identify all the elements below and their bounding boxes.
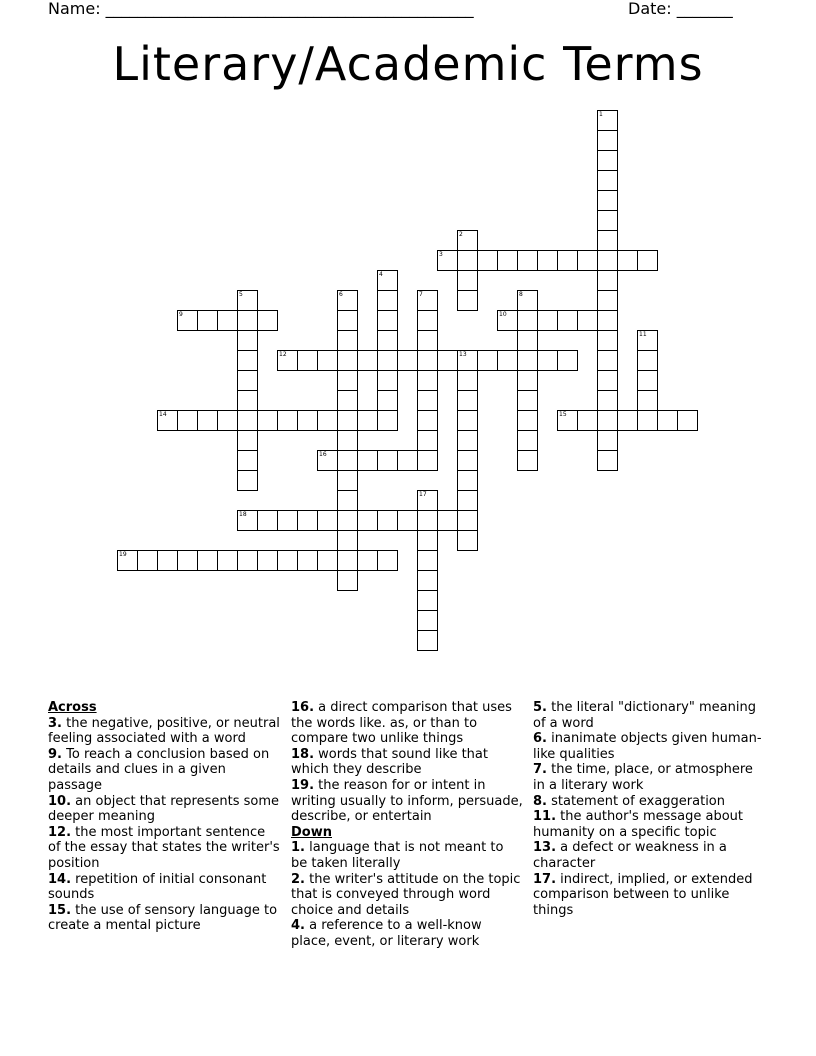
grid-cell[interactable] bbox=[597, 230, 618, 251]
grid-cell[interactable] bbox=[457, 230, 478, 251]
grid-cell[interactable] bbox=[417, 390, 438, 411]
clue-across-16: 16. a direct comparison that uses the words like. as, or than to compare two unlike things bbox=[291, 700, 512, 747]
grid-cell[interactable] bbox=[417, 310, 438, 331]
grid-cell[interactable] bbox=[197, 310, 218, 331]
cell-number: 14 bbox=[159, 411, 167, 418]
across-heading: Across bbox=[48, 700, 97, 715]
grid-cell[interactable] bbox=[557, 250, 578, 271]
grid-cell[interactable] bbox=[277, 410, 298, 431]
grid-cell[interactable] bbox=[117, 550, 138, 571]
grid-cell[interactable] bbox=[457, 530, 478, 551]
clue-down-5: 5. the literal "dictionary" meaning of a word bbox=[533, 700, 756, 731]
grid-cell[interactable] bbox=[377, 410, 398, 431]
grid-cell[interactable] bbox=[297, 510, 318, 531]
grid-cell[interactable] bbox=[397, 510, 418, 531]
grid-cell[interactable] bbox=[517, 310, 538, 331]
grid-cell[interactable] bbox=[637, 410, 658, 431]
cell-number: 8 bbox=[519, 291, 523, 298]
cell-number: 2 bbox=[459, 231, 463, 238]
grid-cell[interactable] bbox=[217, 550, 238, 571]
grid-cell[interactable] bbox=[317, 550, 338, 571]
grid-cell[interactable] bbox=[377, 450, 398, 471]
clue-down-13: 13. a defect or weakness in a character bbox=[533, 840, 727, 871]
grid-cell[interactable] bbox=[357, 410, 378, 431]
grid-cell[interactable] bbox=[597, 410, 618, 431]
grid-cell[interactable] bbox=[377, 290, 398, 311]
grid-cell[interactable] bbox=[357, 550, 378, 571]
grid-cell[interactable] bbox=[177, 410, 198, 431]
grid-cell[interactable] bbox=[517, 350, 538, 371]
cell-number: 16 bbox=[319, 451, 327, 458]
grid-cell[interactable] bbox=[257, 410, 278, 431]
clue-down-11: 11. the author's message about humanity on a specific topic bbox=[533, 809, 744, 840]
grid-cell[interactable] bbox=[237, 410, 258, 431]
grid-cell[interactable] bbox=[237, 450, 258, 471]
grid-cell[interactable] bbox=[217, 410, 238, 431]
grid-cell[interactable] bbox=[377, 350, 398, 371]
grid-cell[interactable] bbox=[417, 570, 438, 591]
grid-cell[interactable] bbox=[197, 410, 218, 431]
grid-cell[interactable] bbox=[417, 410, 438, 431]
grid-cell[interactable] bbox=[297, 550, 318, 571]
grid-cell[interactable] bbox=[457, 430, 478, 451]
cell-number: 5 bbox=[239, 291, 243, 298]
clue-across-15: 15. the use of sensory language to create a mental picture bbox=[48, 902, 278, 934]
grid-cell[interactable] bbox=[457, 510, 478, 531]
grid-cell[interactable] bbox=[657, 410, 678, 431]
grid-cell[interactable] bbox=[617, 410, 638, 431]
grid-cell[interactable] bbox=[337, 290, 358, 311]
grid-cell[interactable] bbox=[537, 350, 558, 371]
grid-cell[interactable] bbox=[257, 510, 278, 531]
grid-cell[interactable] bbox=[537, 250, 558, 271]
grid-cell[interactable] bbox=[497, 310, 518, 331]
grid-cell[interactable] bbox=[417, 330, 438, 351]
cell-number: 6 bbox=[339, 291, 343, 298]
grid-cell[interactable] bbox=[597, 170, 618, 191]
grid-cell[interactable] bbox=[337, 530, 358, 551]
grid-cell[interactable] bbox=[637, 350, 658, 371]
cell-number: 9 bbox=[179, 311, 183, 318]
cell-number: 4 bbox=[379, 271, 383, 278]
grid-cell[interactable] bbox=[217, 310, 238, 331]
grid-cell[interactable] bbox=[417, 610, 438, 631]
grid-cell[interactable] bbox=[637, 250, 658, 271]
grid-cell[interactable] bbox=[457, 450, 478, 471]
grid-cell[interactable] bbox=[597, 390, 618, 411]
name-field-label: Name: ______________________________________________ bbox=[48, 0, 474, 18]
grid-cell[interactable] bbox=[237, 510, 258, 531]
grid-cell[interactable] bbox=[437, 250, 458, 271]
grid-cell[interactable] bbox=[337, 450, 358, 471]
grid-cell[interactable] bbox=[337, 330, 358, 351]
grid-cell[interactable] bbox=[597, 130, 618, 151]
grid-cell[interactable] bbox=[137, 550, 158, 571]
grid-cell[interactable] bbox=[637, 370, 658, 391]
grid-cell[interactable] bbox=[317, 410, 338, 431]
grid-cell[interactable] bbox=[597, 150, 618, 171]
clue-down-2: 2. the writer's attitude on the topic that is conveyed through word choice and details bbox=[291, 871, 521, 918]
grid-cell[interactable] bbox=[357, 350, 378, 371]
grid-cell[interactable] bbox=[237, 370, 258, 391]
clue-down-8: 8. statement of exaggeration bbox=[533, 793, 725, 809]
grid-cell[interactable] bbox=[417, 370, 438, 391]
cell-number: 7 bbox=[419, 291, 423, 298]
grid-cell[interactable] bbox=[517, 370, 538, 391]
grid-cell[interactable] bbox=[417, 450, 438, 471]
cell-number: 3 bbox=[439, 251, 443, 258]
grid-cell[interactable] bbox=[577, 250, 598, 271]
grid-cell[interactable] bbox=[577, 310, 598, 331]
grid-cell[interactable] bbox=[397, 450, 418, 471]
grid-cell[interactable] bbox=[557, 350, 578, 371]
grid-cell[interactable] bbox=[237, 470, 258, 491]
grid-cell[interactable] bbox=[377, 550, 398, 571]
clue-across-14: 14. repetition of initial consonant sounds bbox=[48, 871, 267, 903]
grid-cell[interactable] bbox=[457, 490, 478, 511]
grid-cell[interactable] bbox=[357, 450, 378, 471]
cell-number: 1 bbox=[599, 111, 603, 118]
cell-number: 11 bbox=[639, 331, 647, 338]
grid-cell[interactable] bbox=[457, 250, 478, 271]
cell-number: 17 bbox=[419, 491, 427, 498]
grid-cell[interactable] bbox=[597, 370, 618, 391]
grid-cell[interactable] bbox=[437, 510, 458, 531]
grid-cell[interactable] bbox=[457, 410, 478, 431]
grid-cell[interactable] bbox=[597, 110, 618, 131]
grid-cell[interactable] bbox=[197, 550, 218, 571]
grid-cell[interactable] bbox=[337, 310, 358, 331]
grid-cell[interactable] bbox=[637, 330, 658, 351]
grid-cell[interactable] bbox=[237, 350, 258, 371]
grid-cell[interactable] bbox=[337, 470, 358, 491]
date-field-label: Date: _______ bbox=[628, 0, 733, 18]
clues-column-1 bbox=[48, 700, 280, 934]
grid-cell[interactable] bbox=[277, 350, 298, 371]
clue-down-1: 1. language that is not meant to be taken literally bbox=[291, 840, 504, 871]
clue-down-4: 4. a reference to a well-know place, event, or literary work bbox=[291, 918, 482, 949]
grid-cell[interactable] bbox=[417, 430, 438, 451]
grid-cell[interactable] bbox=[517, 290, 538, 311]
grid-cell[interactable] bbox=[237, 330, 258, 351]
grid-cell[interactable] bbox=[417, 530, 438, 551]
clue-down-6: 6. inanimate objects given human-like qualities bbox=[533, 731, 762, 762]
clue-across-12: 12. the most important sentence of the essay that states the writer's position bbox=[48, 824, 280, 871]
clue-across-18: 18. words that sound like that which they describe bbox=[291, 746, 488, 778]
grid-cell[interactable] bbox=[317, 350, 338, 371]
clue-down-17: 17. indirect, implied, or extended comparison between to unlike things bbox=[533, 871, 753, 918]
clue-across-9: 9. To reach a conclusion based on details and clues in a given passage bbox=[48, 746, 270, 793]
page-title: Literary/Academic Terms bbox=[112, 37, 704, 91]
grid-cell[interactable] bbox=[517, 430, 538, 451]
clue-down-7: 7. the time, place, or atmosphere in a literary work bbox=[533, 762, 753, 793]
cell-number: 10 bbox=[499, 311, 507, 318]
grid-cell[interactable] bbox=[477, 250, 498, 271]
grid-cell[interactable] bbox=[177, 310, 198, 331]
grid-cell[interactable] bbox=[377, 270, 398, 291]
grid-cell[interactable] bbox=[477, 350, 498, 371]
grid-cell[interactable] bbox=[237, 430, 258, 451]
grid-cell[interactable] bbox=[237, 290, 258, 311]
grid-cell[interactable] bbox=[417, 630, 438, 651]
grid-cell[interactable] bbox=[377, 510, 398, 531]
grid-cell[interactable] bbox=[297, 410, 318, 431]
grid-cell[interactable] bbox=[517, 250, 538, 271]
grid-cell[interactable] bbox=[377, 330, 398, 351]
grid-cell[interactable] bbox=[397, 350, 418, 371]
grid-cell[interactable] bbox=[637, 390, 658, 411]
grid-cell[interactable] bbox=[277, 550, 298, 571]
grid-cell[interactable] bbox=[257, 550, 278, 571]
grid-cell[interactable] bbox=[337, 490, 358, 511]
clue-across-10: 10. an object that represents some deeper meaning bbox=[48, 793, 280, 825]
grid-cell[interactable] bbox=[337, 370, 358, 391]
grid-cell[interactable] bbox=[237, 310, 258, 331]
grid-cell[interactable] bbox=[457, 470, 478, 491]
cell-number: 13 bbox=[459, 351, 467, 358]
grid-cell[interactable] bbox=[457, 370, 478, 391]
grid-cell[interactable] bbox=[337, 430, 358, 451]
grid-cell[interactable] bbox=[597, 270, 618, 291]
cell-number: 12 bbox=[279, 351, 287, 358]
grid-cell[interactable] bbox=[237, 390, 258, 411]
grid-cell[interactable] bbox=[597, 350, 618, 371]
grid-cell[interactable] bbox=[597, 210, 618, 231]
cell-number: 18 bbox=[239, 511, 247, 518]
grid-cell[interactable] bbox=[337, 390, 358, 411]
grid-cell[interactable] bbox=[417, 350, 438, 371]
grid-cell[interactable] bbox=[617, 250, 638, 271]
grid-cell[interactable] bbox=[537, 310, 558, 331]
clue-across-19: 19. the reason for or intent in writing usually to inform, persuade, describe, or entertain bbox=[291, 777, 523, 825]
grid-cell[interactable] bbox=[157, 410, 178, 431]
grid-cell[interactable] bbox=[597, 190, 618, 211]
grid-cell[interactable] bbox=[497, 350, 518, 371]
grid-cell[interactable] bbox=[257, 310, 278, 331]
grid-cell[interactable] bbox=[597, 430, 618, 451]
grid-cell[interactable] bbox=[297, 350, 318, 371]
grid-cell[interactable] bbox=[457, 390, 478, 411]
grid-cell[interactable] bbox=[337, 510, 358, 531]
grid-cell[interactable] bbox=[177, 550, 198, 571]
grid-cell[interactable] bbox=[437, 350, 458, 371]
grid-cell[interactable] bbox=[357, 510, 378, 531]
grid-cell[interactable] bbox=[517, 330, 538, 351]
grid-cell[interactable] bbox=[517, 390, 538, 411]
grid-cell[interactable] bbox=[417, 590, 438, 611]
grid-cell[interactable] bbox=[237, 550, 258, 571]
grid-cell[interactable] bbox=[277, 510, 298, 531]
grid-cell[interactable] bbox=[337, 410, 358, 431]
grid-cell[interactable] bbox=[457, 290, 478, 311]
grid-cell[interactable] bbox=[337, 350, 358, 371]
grid-cell[interactable] bbox=[557, 410, 578, 431]
clues-column-3 bbox=[533, 700, 765, 918]
grid-cell[interactable] bbox=[417, 550, 438, 571]
grid-cell[interactable] bbox=[577, 410, 598, 431]
grid-cell[interactable] bbox=[317, 450, 338, 471]
grid-cell[interactable] bbox=[597, 250, 618, 271]
grid-cell[interactable] bbox=[457, 350, 478, 371]
grid-cell[interactable] bbox=[677, 410, 698, 431]
grid-cell[interactable] bbox=[597, 450, 618, 471]
clues-column-2 bbox=[291, 700, 523, 950]
grid-cell[interactable] bbox=[517, 410, 538, 431]
grid-cell[interactable] bbox=[377, 390, 398, 411]
grid-cell[interactable] bbox=[377, 370, 398, 391]
grid-cell[interactable] bbox=[157, 550, 178, 571]
grid-cell[interactable] bbox=[457, 270, 478, 291]
grid-cell[interactable] bbox=[597, 310, 618, 331]
grid-cell[interactable] bbox=[417, 510, 438, 531]
grid-cell[interactable] bbox=[557, 310, 578, 331]
grid-cell[interactable] bbox=[597, 290, 618, 311]
grid-cell[interactable] bbox=[377, 310, 398, 331]
grid-cell[interactable] bbox=[497, 250, 518, 271]
grid-cell[interactable] bbox=[417, 290, 438, 311]
grid-cell[interactable] bbox=[597, 330, 618, 351]
down-heading: Down bbox=[291, 824, 332, 840]
cell-number: 15 bbox=[559, 411, 567, 418]
cell-number: 19 bbox=[119, 551, 127, 558]
grid-cell[interactable] bbox=[337, 550, 358, 571]
clue-across-3: 3. the negative, positive, or neutral feeling associated with a word bbox=[48, 715, 280, 747]
grid-cell[interactable] bbox=[337, 570, 358, 591]
grid-cell[interactable] bbox=[517, 450, 538, 471]
grid-cell[interactable] bbox=[417, 490, 438, 511]
grid-cell[interactable] bbox=[317, 510, 338, 531]
